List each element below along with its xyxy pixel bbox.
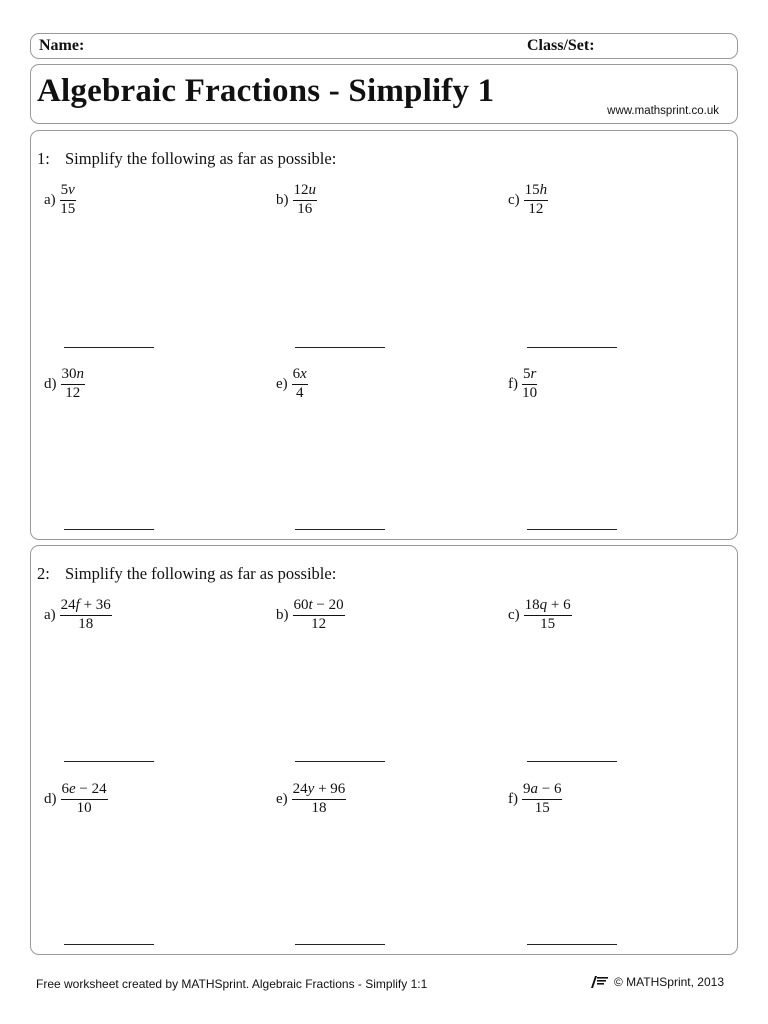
question-1d: [44, 367, 85, 402]
answer-line-2a[interactable]: [64, 761, 154, 762]
question-1e: [276, 367, 308, 402]
answer-line-2b[interactable]: [295, 761, 385, 762]
answer-line-1f[interactable]: [527, 529, 617, 530]
question-2c: [508, 598, 572, 633]
website-url: www.mathsprint.co.uk: [607, 105, 719, 117]
question-2b: [276, 598, 345, 633]
question-1c: [508, 183, 548, 218]
answer-line-2d[interactable]: [64, 944, 154, 945]
question-1f: [508, 367, 537, 402]
section-1: [30, 130, 738, 540]
question-label: d): [44, 375, 57, 392]
answer-line-1d[interactable]: [64, 529, 154, 530]
denominator: 15: [540, 615, 556, 632]
numerator: 5v: [60, 183, 76, 201]
fraction: [292, 782, 347, 817]
section-2: [30, 545, 738, 955]
footer-copyright: [590, 975, 724, 989]
numerator: 24y + 96: [292, 782, 347, 800]
denominator: 18: [311, 799, 327, 816]
denominator: 15: [60, 200, 76, 217]
footer-credit: Free worksheet created by MATHSprint. Algebraic Fractions - Simplify 1:1: [36, 977, 428, 991]
question-label: f): [508, 375, 518, 392]
class-set-label: Class/Set:: [527, 37, 595, 54]
worksheet-title: Algebraic Fractions - Simplify 1: [37, 73, 495, 109]
denominator: 15: [534, 799, 550, 816]
denominator: 12: [311, 615, 327, 632]
fraction: [524, 183, 549, 218]
fraction: [61, 367, 86, 402]
answer-line-1c[interactable]: [527, 347, 617, 348]
section-number: 1:: [37, 149, 50, 168]
question-2f: [508, 782, 562, 817]
numerator: 6x: [292, 367, 308, 385]
title-box: [30, 64, 738, 124]
question-1b: [276, 183, 317, 218]
mathsprint-logo-icon: [590, 975, 610, 989]
numerator: 12u: [293, 183, 318, 201]
numerator: 5r: [522, 367, 537, 385]
question-label: b): [276, 606, 289, 623]
numerator: 60t − 20: [293, 598, 345, 616]
question-label: a): [44, 191, 56, 208]
fraction: [522, 367, 537, 402]
section-2-instruction: [37, 564, 336, 584]
denominator: 4: [295, 384, 304, 401]
section-1-instruction: [37, 149, 336, 169]
name-label: Name:: [39, 37, 85, 54]
numerator: 30n: [61, 367, 86, 385]
answer-line-2f[interactable]: [527, 944, 617, 945]
question-label: f): [508, 790, 518, 807]
fraction: [292, 367, 308, 402]
numerator: 15h: [524, 183, 549, 201]
fraction: [61, 782, 108, 817]
question-1a: [44, 183, 76, 218]
question-2a: [44, 598, 112, 633]
fraction: [60, 183, 76, 218]
question-label: a): [44, 606, 56, 623]
fraction: [293, 598, 345, 633]
numerator: 18q + 6: [524, 598, 572, 616]
question-label: d): [44, 790, 57, 807]
instruction-text: Simplify the following as far as possible:: [65, 564, 337, 583]
question-label: e): [276, 375, 288, 392]
denominator: 12: [528, 200, 544, 217]
denominator: 12: [65, 384, 81, 401]
numerator: 24f + 36: [60, 598, 112, 616]
denominator: 18: [78, 615, 94, 632]
question-label: b): [276, 191, 289, 208]
answer-line-1e[interactable]: [295, 529, 385, 530]
fraction: [524, 598, 572, 633]
answer-line-2c[interactable]: [527, 761, 617, 762]
answer-line-1a[interactable]: [64, 347, 154, 348]
denominator: 10: [522, 384, 538, 401]
name-class-box: [30, 33, 738, 59]
question-2d: [44, 782, 108, 817]
answer-line-1b[interactable]: [295, 347, 385, 348]
denominator: 10: [76, 799, 92, 816]
question-label: c): [508, 606, 520, 623]
question-label: c): [508, 191, 520, 208]
fraction: [60, 598, 112, 633]
denominator: 16: [297, 200, 313, 217]
fraction: [522, 782, 562, 817]
fraction: [293, 183, 318, 218]
answer-line-2e[interactable]: [295, 944, 385, 945]
copyright-text: © MATHSprint, 2013: [614, 975, 724, 989]
instruction-text: Simplify the following as far as possible:: [65, 149, 337, 168]
question-label: e): [276, 790, 288, 807]
section-number: 2:: [37, 564, 50, 583]
numerator: 6e − 24: [61, 782, 108, 800]
numerator: 9a − 6: [522, 782, 562, 800]
question-2e: [276, 782, 346, 817]
